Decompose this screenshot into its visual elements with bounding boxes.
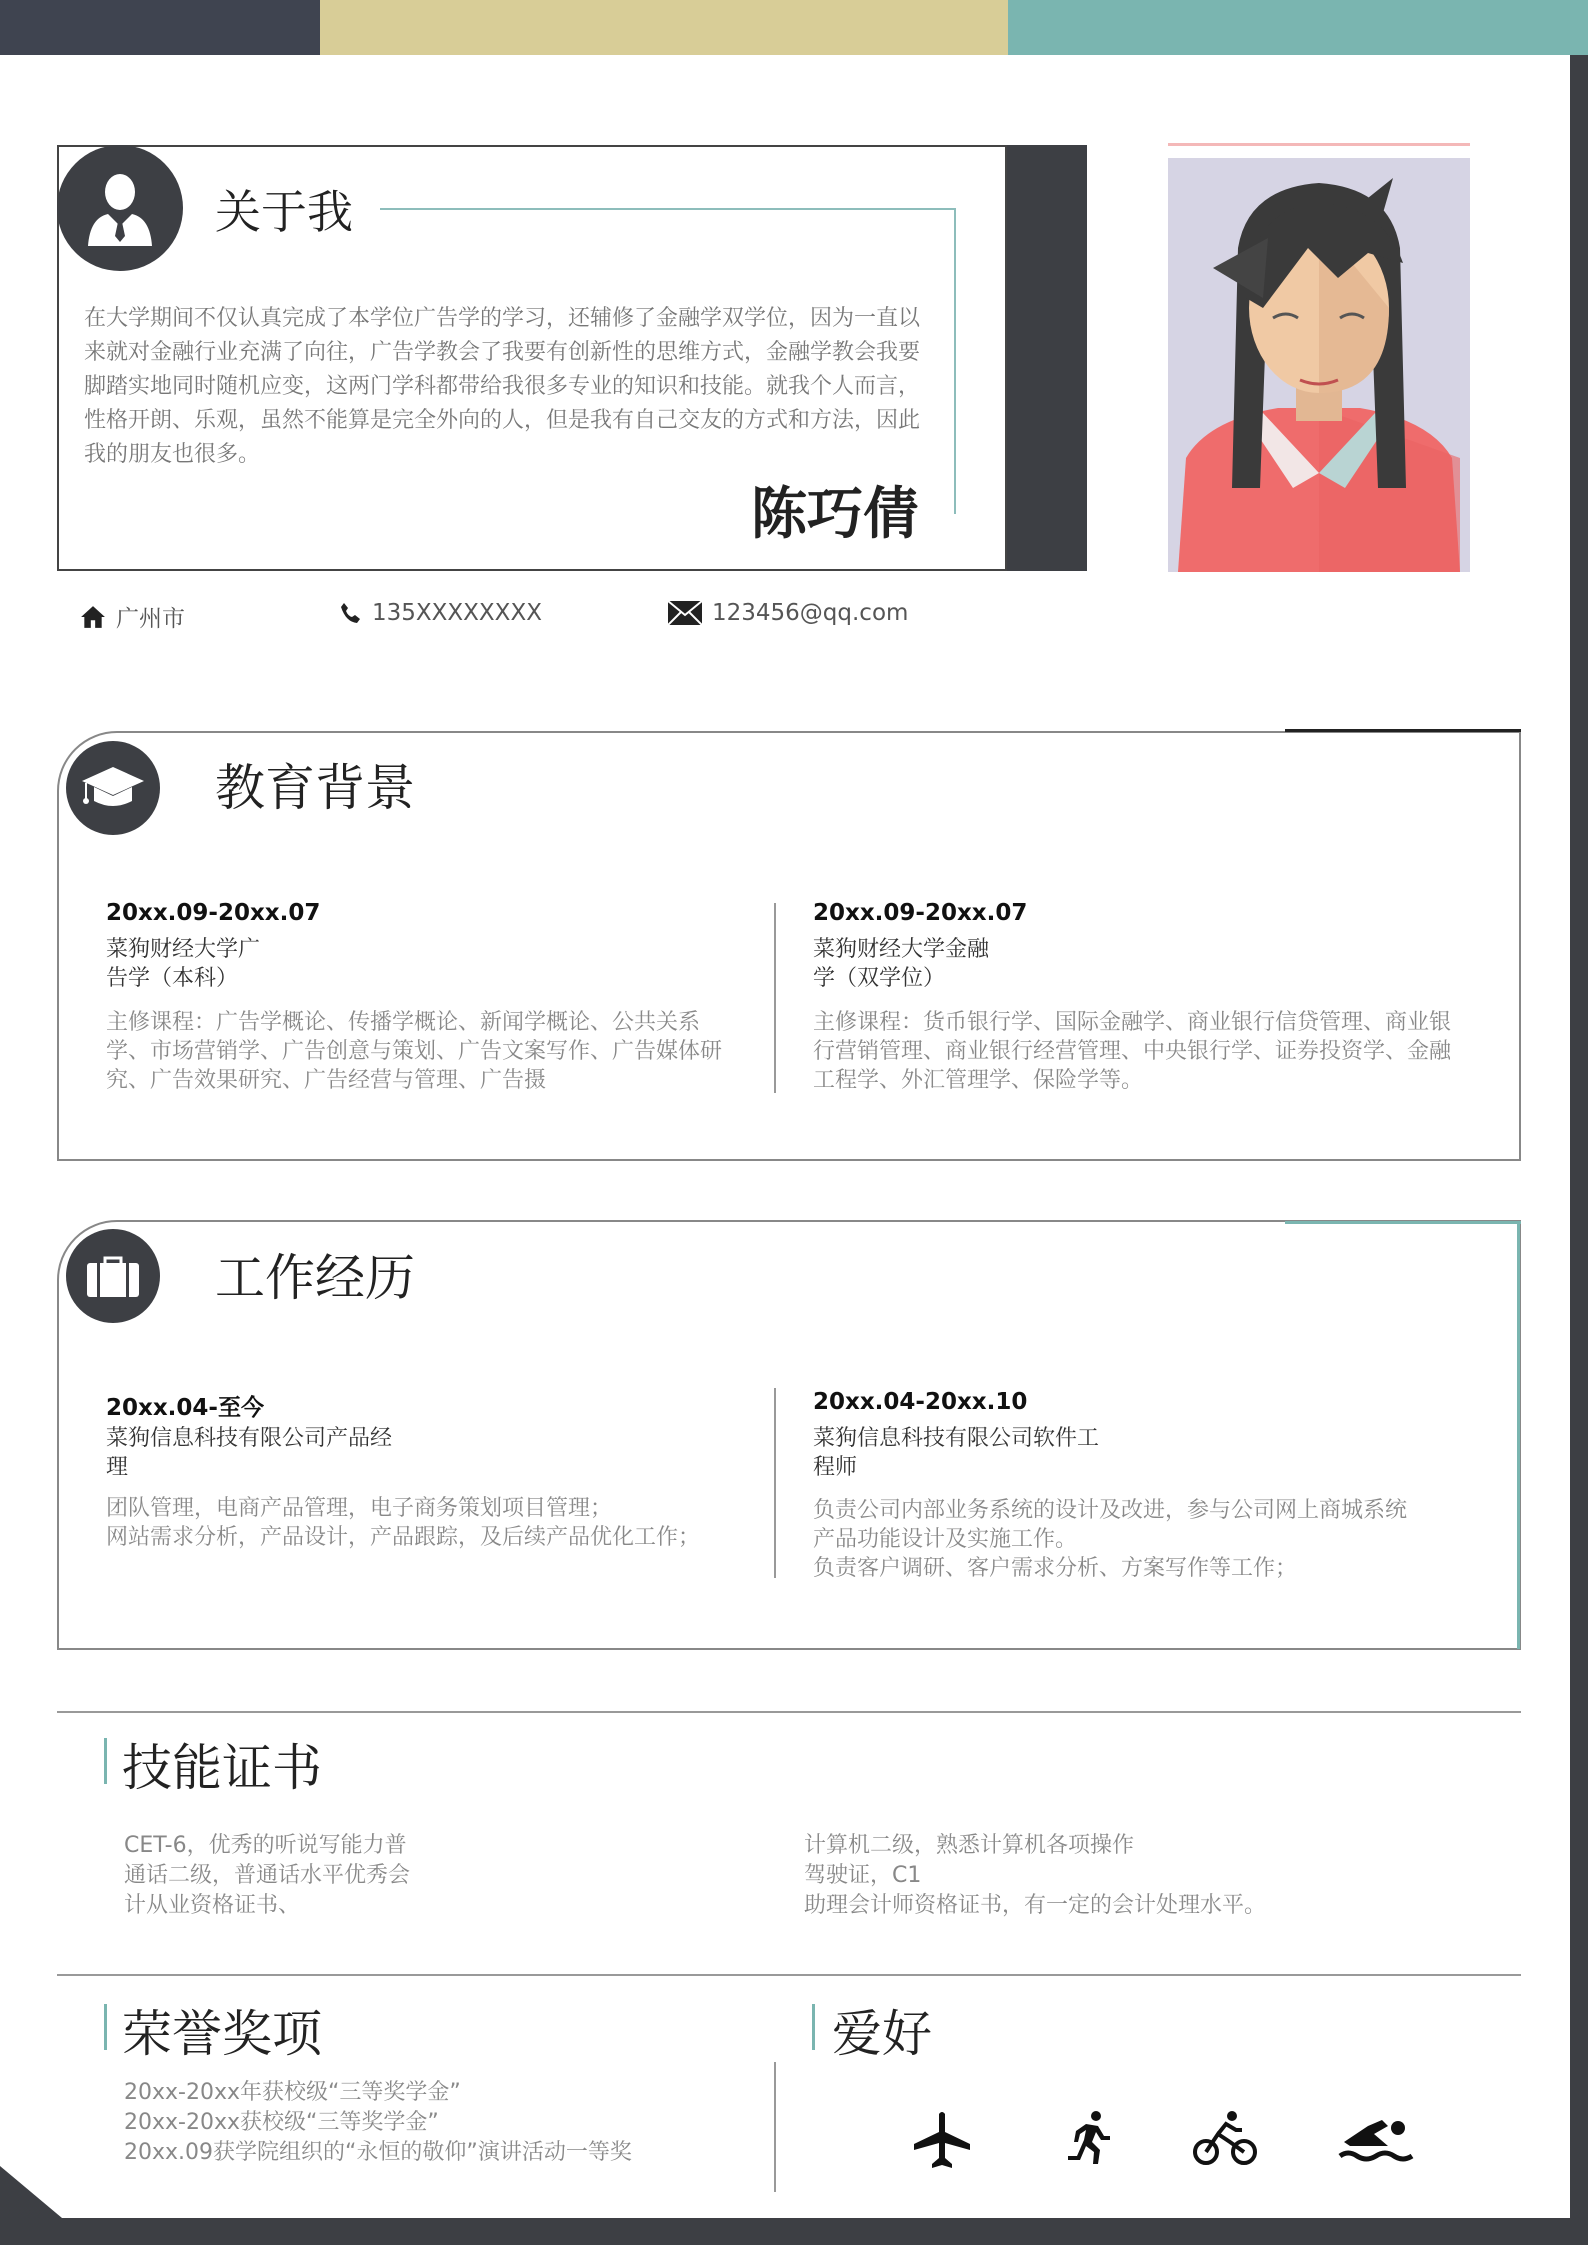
contact-city	[80, 600, 185, 633]
skills-left-list: CET-6，优秀的听说写能力普 通话二级，普通话水平优秀会 计从业资格证书、	[124, 1833, 411, 1918]
about-title: 关于我	[215, 185, 353, 239]
corner-triangle	[0, 2166, 62, 2218]
edu-courses: 主修课程：广告学概论、传播学概论、新闻学概论、公共关系学、市场营销学、广告创意与策划、广告文案写作、广告媒体研究、广告效果研究、广告经营与管理、广告摄	[106, 1010, 723, 1093]
skills-right-list: 计算机二级，熟悉计算机各项操作 驾驶证，C1 助理会计师资格证书，有一定的会计处理水平。	[804, 1833, 1267, 1918]
work-company: 菜狗信息科技有限公司软件工 程师	[813, 1426, 1100, 1480]
person-icon	[57, 145, 183, 271]
work-date: 20xx.04-至今	[106, 1395, 264, 1421]
email-text: 123456@qq.com	[712, 600, 909, 626]
work-accent-line	[1285, 1221, 1521, 1224]
candidate-name: 陈巧倩	[751, 482, 919, 547]
hobbies-title: 爱好	[832, 2005, 932, 2063]
work-duties: 团队管理，电商产品管理，电子商务策划项目管理； 网站需求分析，产品设计，产品跟踪，及后续产品优化工作；	[106, 1496, 701, 1550]
cycling-icon	[1192, 2110, 1258, 2170]
honors-divider	[57, 1974, 1521, 1976]
about-dark-panel	[1007, 145, 1087, 571]
work-accent-line-vertical	[1517, 1221, 1520, 1649]
education-accent-line	[1285, 729, 1521, 732]
work-company: 菜狗信息科技有限公司产品经 理	[106, 1426, 393, 1480]
edu-divider	[774, 903, 776, 1093]
work-duties: 负责公司内部业务系统的设计及改进，参与公司网上商城系统产品功能设计及实施工作。 负责客户调研、客户需求分析、方案写作等工作；	[813, 1498, 1408, 1581]
about-decor-line-vertical	[954, 208, 956, 514]
graduation-cap-icon	[66, 741, 160, 835]
phone-text: 135XXXXXXXX	[372, 600, 542, 626]
work-title: 工作经历	[215, 1249, 415, 1307]
city-text: 广州市	[116, 606, 185, 632]
hobbies-accent	[812, 2004, 815, 2050]
education-title: 教育背景	[215, 759, 415, 817]
top-bar-khaki	[320, 0, 1008, 55]
work-divider	[774, 1388, 776, 1578]
honors-title: 荣誉奖项	[122, 2005, 322, 2063]
edu-school: 菜狗财经大学金融 学（双学位）	[813, 937, 990, 991]
edu-date: 20xx.09-20xx.07	[106, 900, 321, 926]
about-decor-line	[380, 208, 956, 210]
top-bar-dark	[0, 0, 320, 55]
about-text: 在大学期间不仅认真完成了本学位广告学的学习，还辅修了金融学双学位，因为一直以来就对金融行业充满了向往，广告学教会了我要有创新性的思维方式，金融学教会我要脚踏实地同时随机应变，这两门学科都带给我很多专业的知识和技能。就我个人而言，性格开朗、乐观，虽然不能算是完全外向的人，但是我有自己交友的方式和方法，因此我的朋友也很多。	[84, 306, 921, 467]
edu-courses: 主修课程：货币银行学、国际金融学、商业银行信贷管理、商业银行营销管理、商业银行经营管理、中央银行学、证券投资学、金融工程学、外汇管理学、保险学等。	[813, 1010, 1452, 1093]
swimming-icon	[1338, 2112, 1414, 2172]
right-border	[1570, 55, 1588, 2245]
airplane-icon	[912, 2110, 972, 2174]
skills-divider	[57, 1711, 1521, 1713]
contact-phone	[338, 600, 542, 626]
photo-top-line	[1168, 143, 1470, 146]
honors-hobbies-divider	[774, 2062, 776, 2192]
mail-icon	[668, 601, 702, 625]
home-icon	[80, 604, 106, 630]
skills-title: 技能证书	[122, 1739, 322, 1797]
briefcase-icon	[66, 1229, 160, 1323]
skills-accent	[104, 1738, 107, 1784]
contact-email	[668, 600, 908, 626]
edu-school: 菜狗财经大学广 告学（本科）	[106, 937, 261, 991]
edu-date: 20xx.09-20xx.07	[813, 900, 1028, 926]
work-date: 20xx.04-20xx.10	[813, 1389, 1028, 1415]
phone-icon	[338, 601, 362, 625]
bottom-border	[0, 2218, 1588, 2245]
honors-accent	[104, 2004, 107, 2050]
honors-list: 20xx-20xx年获校级“三等奖学金” 20xx-20xx获校级“三等奖学金” 20xx.09获学院组织的“永恒的敬仰”演讲活动一等奖	[124, 2080, 632, 2165]
top-bar-teal	[1008, 0, 1588, 55]
avatar-photo	[1168, 158, 1470, 572]
running-icon	[1066, 2110, 1112, 2170]
